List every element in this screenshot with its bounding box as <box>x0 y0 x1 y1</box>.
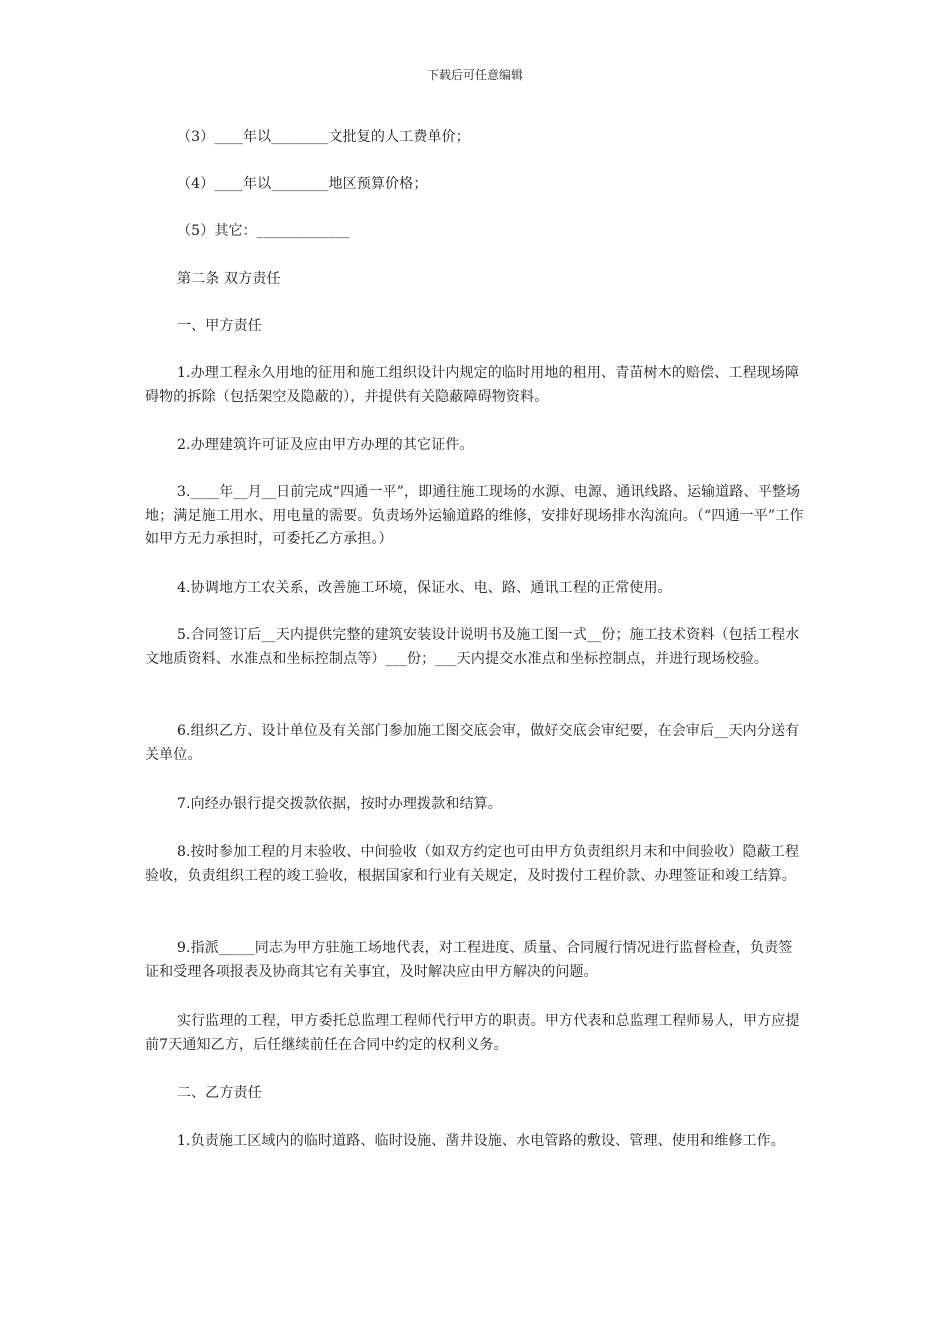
party-a-item-5: 5.合同签订后__天内提供完整的建筑安装设计说明书及施工图一式__份；施工技术资料（包括工程水文地质资料、水准点和坐标控制点等）___份；___天内提交水准点和坐标控制点，并进行现场校验。 <box>145 627 800 667</box>
party-a-item-8: 8.按时参加工程的月末验收、中间验收（如双方约定也可由甲方负责组织月末和中间验收）隐蔽工程验收，负责组织工程的竣工验收，根据国家和行业有关规定，及时拨付工程价款、办理签证和竣工结算。 <box>145 844 800 884</box>
party-a-heading: 一、甲方责任 <box>177 318 262 334</box>
page-header: 下载后可任意编辑 <box>426 68 523 82</box>
party-a-item-3: 3.____年__月__日前完成“四通一平”，即通往施工现场的水源、电源、通讯线路、运输道路、平整场地；满足施工用水、用电量的需要。负责场外运输道路的维修，安排好现场排水沟流向。（“四通一平”工作如甲方无力承担时，可委托乙方承担。） <box>145 484 804 547</box>
party-a-item-9: 9.指派_____同志为甲方驻施工场地代表，对工程进度、质量、合同履行情况进行监督检查，负责签证和受理各项报表及协商其它有关事宜，及时解决应由甲方解决的问题。 <box>145 940 793 980</box>
party-a-item-2: 2.办理建筑许可证及应由甲方办理的其它证件。 <box>177 437 474 453</box>
party-b-item-1: 1.负责施工区域内的临时道路、临时设施、凿井设施、水电管路的敷设、管理、使用和维修工作。 <box>177 1133 785 1149</box>
article-2-heading: 第二条 双方责任 <box>177 271 281 287</box>
party-a-item-4: 4.协调地方工农关系，改善施工环境，保证水、电、路、通讯工程的正常使用。 <box>177 580 672 596</box>
clause-4-budget-price: （4）____年以________地区预算价格； <box>177 176 428 192</box>
clause-3-labor-price: （3）____年以________文批复的人工费单价； <box>177 129 470 145</box>
party-a-item-1: 1.办理工程永久用地的征用和施工组织设计内规定的临时用地的租用、青苗树木的赔偿、工程现场障碍物的拆除（包括架空及隐蔽的），并提供有关隐蔽障碍物资料。 <box>145 365 800 405</box>
party-a-item-7: 7.向经办银行提交拨款依据，按时办理拨款和结算。 <box>177 796 502 812</box>
clause-5-other: （5）其它：_____________ <box>177 223 350 239</box>
party-a-item-6: 6.组织乙方、设计单位及有关部门参加施工图交底会审，做好交底会审纪要，在会审后__天内分送有关单位。 <box>145 723 800 763</box>
party-b-heading: 二、乙方责任 <box>177 1085 262 1101</box>
supervision-paragraph: 实行监理的工程，甲方委托总监理工程师代行甲方的职责。甲方代表和总监理工程师易人，甲方应提前7天通知乙方，后任继续前任在合同中约定的权利义务。 <box>145 1013 800 1053</box>
